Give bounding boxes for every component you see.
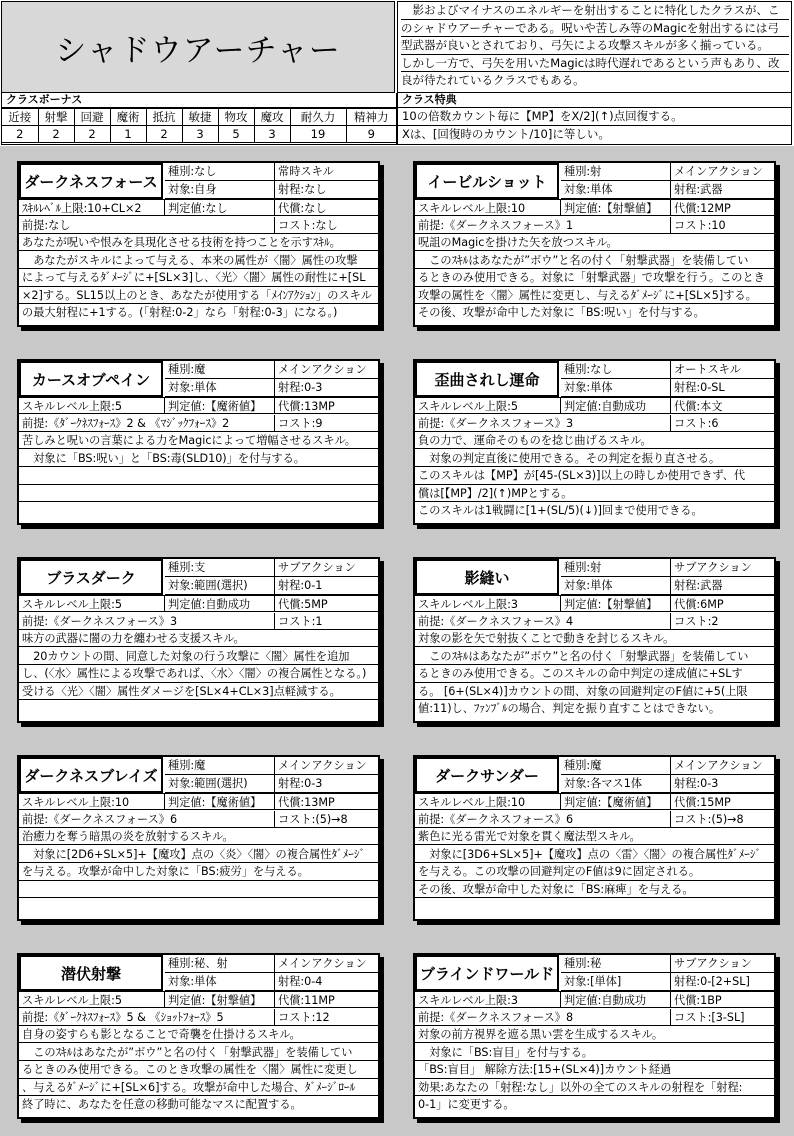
skill-body-line: 償は[【MP】/2](↑)MPとする。 <box>415 485 774 502</box>
skill-summary: 対象の影を矢で射抜くことで動きを封じるスキル。 <box>415 630 774 647</box>
class-description <box>397 1 792 93</box>
skill-body-line <box>19 898 378 915</box>
bonus-value: 3 <box>182 126 218 143</box>
class-feature-line: 10の倍数カウント毎に【MP】をX/2](↑)点回復する。 <box>398 108 791 126</box>
skill-max-level: スキルレベル上限:3 <box>415 596 561 612</box>
skill-range: 射程:0-SL <box>671 379 774 397</box>
skill-prereq-row <box>19 613 378 630</box>
skill-level-row <box>19 199 378 216</box>
skill-level-row <box>415 397 774 414</box>
skill-body-line: 「BS:盲目」 解除方法:[15+(SL×4)]カウント経過 <box>415 1061 774 1078</box>
skill-cost-type: 代償:13MP <box>278 796 335 809</box>
skill-prereq: 前提:《ﾀﾞｰｸﾈｽﾌｫｰｽ》2 & 《ﾏｼﾞｯｸﾌｫｰｽ》2 <box>19 415 275 432</box>
skill-kind: 種別:魔 <box>561 757 671 775</box>
class-bonus-table <box>1 93 397 145</box>
skill-cost: コスト:12 <box>278 1011 330 1024</box>
skill-timing: メインアクション <box>671 163 774 181</box>
skill-body-line: 対象に「BS:盲目」を付与する。 <box>415 1044 774 1061</box>
skill-range: 射程:0-3 <box>671 775 774 793</box>
skill-max-level: スキルレベル上限:10 <box>415 794 561 810</box>
skill-cost: コスト:なし <box>278 219 338 232</box>
description-line: 型武器が良いとされており、弓矢による攻撃スキルが多く揃っている。 <box>401 37 789 55</box>
skill-max-level: ｽｷﾙﾚﾍﾞﾙ上限:10+CL×2 <box>19 200 165 216</box>
skill-prereq-row <box>19 217 378 234</box>
bonus-label: 精神力 <box>346 109 396 126</box>
skill-timing: サブアクション <box>671 559 774 577</box>
bonus-label: 耐久力 <box>290 109 346 126</box>
skill-cost: コスト:9 <box>278 417 323 430</box>
skill-level-row <box>19 397 378 414</box>
skill-max-level: スキルレベル上限:10 <box>415 200 561 216</box>
skill-name: ブラスダーク <box>19 559 163 595</box>
skill-body-line: このスキルは【MP】が[45-(SL×3)]以上の時しか使用できず、代 <box>415 467 774 484</box>
skill-summary: 治癒力を奪う暗黒の炎を放射するスキル。 <box>19 828 378 845</box>
skill-summary: 負の力で、運命そのものを捻じ曲げるスキル。 <box>415 432 774 449</box>
skill-body <box>415 1044 774 1114</box>
skill-prereq-row <box>415 613 774 630</box>
skill-prereq-row <box>19 1009 378 1026</box>
bonus-value: 2 <box>2 126 38 143</box>
skill-judge: 判定値:なし <box>165 200 275 216</box>
skill-cost: コスト:2 <box>674 615 719 628</box>
skill-range: 射程:0-3 <box>275 775 378 793</box>
skill-body-line: 対象に[3D6+SL×5]+【魔攻】点の〈雷〉〈闇〉の複合属性ﾀﾞﾒｰｼﾞ <box>415 846 774 863</box>
skill-max-level: スキルレベル上限:10 <box>19 794 165 810</box>
skill-body-line <box>19 485 378 502</box>
skill-body-line: 対象の判定直後に使用できる。その判定を振り直させる。 <box>415 450 774 467</box>
skill-body <box>415 648 774 718</box>
skill-body-line: を与える。この攻撃の回避判定のF値は9に固定される。 <box>415 863 774 880</box>
skill-range: 射程:武器 <box>671 181 774 199</box>
bonus-value: 2 <box>146 126 182 143</box>
skill-timing: サブアクション <box>275 559 378 577</box>
skill-card <box>413 755 776 921</box>
skill-body-line: あなたがスキルによって与える、本来の属性が〈闇〉属性の攻撃 <box>19 252 378 269</box>
skill-body-line: の最大射程に+1する。(「射程:0-2」なら「射程:0-3」になる。) <box>22 306 338 320</box>
skill-summary: 対象の前方視界を遮る黒い雲を生成するスキル。 <box>415 1026 774 1043</box>
skill-kind: 種別:射 <box>561 163 671 181</box>
skill-judge: 判定値:【射撃値】 <box>561 200 671 216</box>
bonus-label: 抵抗 <box>146 109 182 126</box>
skill-cost-type: 代償:12MP <box>674 202 731 215</box>
skill-judge: 判定値:【魔術値】 <box>561 794 671 810</box>
skill-timing: メインアクション <box>275 361 378 379</box>
skill-range: 射程:なし <box>275 181 378 199</box>
bonus-label: 射撃 <box>38 109 74 126</box>
skill-prereq-row <box>415 217 774 234</box>
skill-body <box>19 450 378 520</box>
skill-target: 対象:単体 <box>561 181 671 199</box>
class-bonus-heading: クラスボーナス <box>2 93 396 108</box>
skill-prereq: 前提:《ﾀﾞｰｸﾈｽﾌｫｰｽ》5 & 《ｼｮｯﾄﾌｫｰｽ》5 <box>19 1009 275 1026</box>
skill-timing: メインアクション <box>275 955 378 973</box>
bonus-label: 魔術 <box>110 109 146 126</box>
skill-body-line: その後、攻撃が命中した対象に「BS:麻痺」を与える。 <box>415 881 774 898</box>
skill-body-line: このスキルは1戦闘に[1+(SL/5)(↓)]回まで使用できる。 <box>418 504 703 518</box>
skill-name: ブラインドワールド <box>415 955 559 991</box>
skill-max-level: スキルレベル上限:5 <box>19 992 165 1008</box>
skill-cost-type: 代償:15MP <box>674 796 731 809</box>
skill-body-line: その後、攻撃が命中した対象に「BS:呪い」を付与する。 <box>418 306 705 320</box>
bonus-label: 魔攻 <box>254 109 290 126</box>
class-title: シャドウアーチャー <box>1 1 395 93</box>
bonus-value: 3 <box>254 126 290 143</box>
skill-body-line: 20カウントの間、同意した対象の行う攻撃に〈闇〉属性を追加 <box>19 648 378 665</box>
skill-prereq: 前提:《ダークネスフォース》6 <box>19 811 275 828</box>
skill-target: 対象:各マス1体 <box>561 775 671 793</box>
skill-body-line: 、与えるﾀﾞﾒｰｼﾞに+[SL×6]する。攻撃が命中した場合、ﾀﾞﾒｰｼﾞﾛｰﾙ <box>19 1079 378 1096</box>
skill-cost-type: 代償:5MP <box>278 598 328 611</box>
skill-level-row <box>19 991 378 1008</box>
skill-body-line: このｽｷﾙはあなたが”ボウ”と名の付く「射撃武器」を装備してい <box>415 252 774 269</box>
skill-name: 影縫い <box>415 559 559 595</box>
skill-prereq-row <box>415 811 774 828</box>
skill-body-line: るときのみ使用できる。対象に「射撃武器」で攻撃を行う。このとき <box>415 269 774 286</box>
skill-body-line: 対象に[2D6+SL×5]+【魔攻】点の〈炎〉〈闇〉の複合属性ﾀﾞﾒｰｼﾞ <box>19 846 378 863</box>
skill-range: 射程:武器 <box>671 577 774 595</box>
bonus-value: 2 <box>74 126 110 143</box>
skill-body <box>19 252 378 322</box>
skill-summary: あなたが呪いや恨みを具現化させる技術を持つことを示すｽｷﾙ。 <box>19 234 378 251</box>
skill-timing: サブアクション <box>671 955 774 973</box>
skill-body-line: 受ける〈光〉〈闇〉属性ダメージを[SL×4+CL×3]点軽減する。 <box>19 683 378 700</box>
skill-level-row <box>415 793 774 810</box>
description-line: しかし一方で、弓矢を用いたMagicは時代遅れであるという声もあり、改 <box>401 55 789 73</box>
bonus-label: 物攻 <box>218 109 254 126</box>
skill-body-line <box>19 700 378 717</box>
skill-judge: 判定値:自動成功 <box>561 992 671 1008</box>
skill-name: カースオブペイン <box>19 361 163 397</box>
skill-max-level: スキルレベル上限:5 <box>19 398 165 414</box>
skill-card <box>17 359 380 525</box>
skill-body-line: このｽｷﾙはあなたが”ボウ”と名の付く「射撃武器」を装備してい <box>415 648 774 665</box>
skill-body-line: 対象に「BS:呪い」と「BS:毒(SLD10)」を付与する。 <box>19 450 378 467</box>
skill-kind: 種別:なし <box>561 361 671 379</box>
skill-kind: 種別:なし <box>165 163 275 181</box>
skill-body-line: るときのみ使用できる。このとき攻撃の属性を〈闇〉属性に変更し <box>19 1061 378 1078</box>
skill-cost-type: 代償:本文 <box>674 400 723 413</box>
skill-card <box>17 953 380 1119</box>
skill-body <box>19 1044 378 1114</box>
skill-name: 歪曲されし運命 <box>415 361 559 397</box>
bonus-value: 9 <box>346 126 396 143</box>
skill-cost: コスト:(5)→8 <box>674 813 744 826</box>
skill-name: イービルショット <box>415 163 559 199</box>
skill-level-row <box>19 595 378 612</box>
skill-body <box>19 846 378 916</box>
skill-prereq: 前提:《ダークネスフォース》1 <box>415 217 671 234</box>
class-feature <box>397 93 792 145</box>
skill-target: 対象:[単体] <box>561 973 671 991</box>
bonus-label: 近接 <box>2 109 38 126</box>
skill-name: ダークネスブレイズ <box>19 757 163 793</box>
skill-prereq-row <box>415 1009 774 1026</box>
skill-cost-type: 代償:6MP <box>674 598 724 611</box>
skill-card <box>413 359 776 525</box>
bonus-value: 5 <box>218 126 254 143</box>
bonus-value: 19 <box>290 126 346 143</box>
skill-cost: コスト:10 <box>674 219 726 232</box>
skill-range: 射程:0-[2+SL] <box>671 973 774 991</box>
skill-judge: 判定値:【射撃値】 <box>165 992 275 1008</box>
skill-kind: 種別:射 <box>561 559 671 577</box>
skill-kind: 種別:秘 <box>561 955 671 973</box>
bonus-value: 2 <box>38 126 74 143</box>
skill-summary: 紫色に光る雷光で対象を貫く魔法型スキル。 <box>415 828 774 845</box>
bonus-value: 1 <box>110 126 146 143</box>
skill-timing: 常時スキル <box>275 163 378 181</box>
skill-timing: メインアクション <box>275 757 378 775</box>
skill-body-line: 攻撃の属性を〈闇〉属性に変更し、与えるﾀﾞﾒｰｼﾞに+[SL×5]する。 <box>415 287 774 304</box>
skill-prereq-row <box>19 415 378 432</box>
class-header <box>0 0 794 146</box>
skill-card <box>17 557 380 723</box>
skill-body-line <box>19 467 378 484</box>
skill-card <box>413 161 776 327</box>
skill-target: 対象:範囲(選択) <box>165 775 275 793</box>
skill-prereq-row <box>415 415 774 432</box>
skill-body <box>19 648 378 718</box>
skill-body-line: るときのみ使用できる。このスキルの命中判定の達成値に+SLす <box>415 665 774 682</box>
skill-judge: 判定値:【魔術値】 <box>165 398 275 414</box>
bonus-label: 敏捷 <box>182 109 218 126</box>
skill-cost-type: 代償:なし <box>278 202 327 215</box>
skill-target: 対象:自身 <box>165 181 275 199</box>
skill-level-row <box>415 595 774 612</box>
skill-prereq: 前提:なし <box>19 217 275 234</box>
skill-body-line: る。 [6+(SL×4)]カウントの間、対象の回避判定のF値に+5(上限 <box>415 683 774 700</box>
skill-judge: 判定値:自動成功 <box>165 596 275 612</box>
skill-body-line: によって与えるﾀﾞﾒｰｼﾞに+[SL×3]し、〈光〉〈闇〉属性の耐性に+[SL <box>19 269 378 286</box>
description-line: 良が待たれているクラスでもある。 <box>401 73 585 88</box>
skill-judge: 判定値:【魔術値】 <box>165 794 275 810</box>
skill-kind: 種別:魔 <box>165 757 275 775</box>
skill-name: ダークサンダー <box>415 757 559 793</box>
skill-kind: 種別:秘、射 <box>165 955 275 973</box>
skill-summary: 味方の武器に闇の力を纏わせる支援スキル。 <box>19 630 378 647</box>
skill-body <box>415 252 774 322</box>
skill-cost: コスト:1 <box>278 615 323 628</box>
skill-card <box>413 557 776 723</box>
skill-timing: オートスキル <box>671 361 774 379</box>
skill-body <box>415 450 774 520</box>
skill-level-row <box>415 199 774 216</box>
skill-body-line: し、(〈水〉属性による攻撃であれば、〈水〉〈闇〉の複合属性となる。) <box>19 665 378 682</box>
skill-timing: メインアクション <box>671 757 774 775</box>
skill-range: 射程:0-3 <box>275 379 378 397</box>
skill-body-line <box>415 898 774 915</box>
skill-target: 対象:単体 <box>561 379 671 397</box>
skill-kind: 種別:支 <box>165 559 275 577</box>
skill-body-line: このｽｷﾙはあなたが”ボウ”と名の付く「射撃武器」を装備してい <box>19 1044 378 1061</box>
skill-body-line: 効果:あなたの「射程:なし」以外の全てのスキルの射程を「射程: <box>415 1079 774 1096</box>
skill-body-line <box>19 502 378 519</box>
class-feature-heading: クラス特典 <box>398 93 791 108</box>
description-line: 影およびマイナスのエネルギーを射出することに特化したクラスが、こ <box>401 2 789 20</box>
skill-cost: コスト:[3-SL] <box>674 1011 745 1024</box>
skill-target: 対象:範囲(選択) <box>165 577 275 595</box>
skill-name: 潜伏射撃 <box>19 955 163 991</box>
skill-target: 対象:単体 <box>561 577 671 595</box>
skill-prereq: 前提:《ダークネスフォース》4 <box>415 613 671 630</box>
skill-cost-type: 代償:11MP <box>278 994 335 1007</box>
skill-kind: 種別:魔 <box>165 361 275 379</box>
skill-summary: 呪詛のMagicを掛けた矢を放つスキル。 <box>415 234 774 251</box>
skill-prereq: 前提:《ダークネスフォース》6 <box>415 811 671 828</box>
skill-summary: 苦しみと呪いの言葉による力をMagicによって増幅させるスキル。 <box>19 432 378 449</box>
skill-level-row <box>19 793 378 810</box>
skill-body-line <box>19 881 378 898</box>
skill-prereq-row <box>19 811 378 828</box>
skill-target: 対象:単体 <box>165 379 275 397</box>
class-feature-line: Xは、[回復時のカウント/10]に等しい。 <box>402 127 610 141</box>
skill-card <box>17 161 380 327</box>
skill-cost: コスト:6 <box>674 417 719 430</box>
skill-name: ダークネスフォース <box>19 163 163 199</box>
skill-card <box>413 953 776 1119</box>
skill-body-line: ×2]する。SL15以上のとき、あなたが使用する「ﾒｲﾝｱｸｼｮﾝ」のスキル <box>19 287 378 304</box>
skill-judge: 判定値:【射撃値】 <box>561 596 671 612</box>
skill-cost: コスト:(5)→8 <box>278 813 348 826</box>
description-line: のシャドウアーチャーである。呪いや苦しみ等のMagicを射出するには弓 <box>401 20 789 38</box>
skill-prereq: 前提:《ダークネスフォース》3 <box>19 613 275 630</box>
skill-max-level: スキルレベル上限:5 <box>415 398 561 414</box>
skill-prereq: 前提:《ダークネスフォース》8 <box>415 1009 671 1026</box>
skill-target: 対象:単体 <box>165 973 275 991</box>
skill-cost-type: 代償:13MP <box>278 400 335 413</box>
skill-body <box>415 846 774 916</box>
skill-level-row <box>415 991 774 1008</box>
skill-body-line: 終了時に、あなたを任意の移動可能なマスに配置する。 <box>22 1098 302 1112</box>
skill-range: 射程:0-4 <box>275 973 378 991</box>
skill-judge: 判定値:自動成功 <box>561 398 671 414</box>
skill-card <box>17 755 380 921</box>
skill-max-level: スキルレベル上限:3 <box>415 992 561 1008</box>
skill-prereq: 前提:《ダークネスフォース》3 <box>415 415 671 432</box>
skill-max-level: スキルレベル上限:5 <box>19 596 165 612</box>
skill-body-line: 値:11)し、ﾌｧﾝﾌﾞﾙの場合、判定を振り直すことはできない。 <box>418 702 721 716</box>
skill-cost-type: 代償:1BP <box>674 994 722 1007</box>
skill-body-line: を与える。攻撃が命中した対象に「BS:疲労」を与える。 <box>19 863 378 880</box>
bonus-label: 回避 <box>74 109 110 126</box>
skill-range: 射程:0-1 <box>275 577 378 595</box>
skill-summary: 自身の姿すらも影となることで奇襲を仕掛けるスキル。 <box>19 1026 378 1043</box>
skill-body-line: 0-1」に変更する。 <box>418 1098 515 1112</box>
